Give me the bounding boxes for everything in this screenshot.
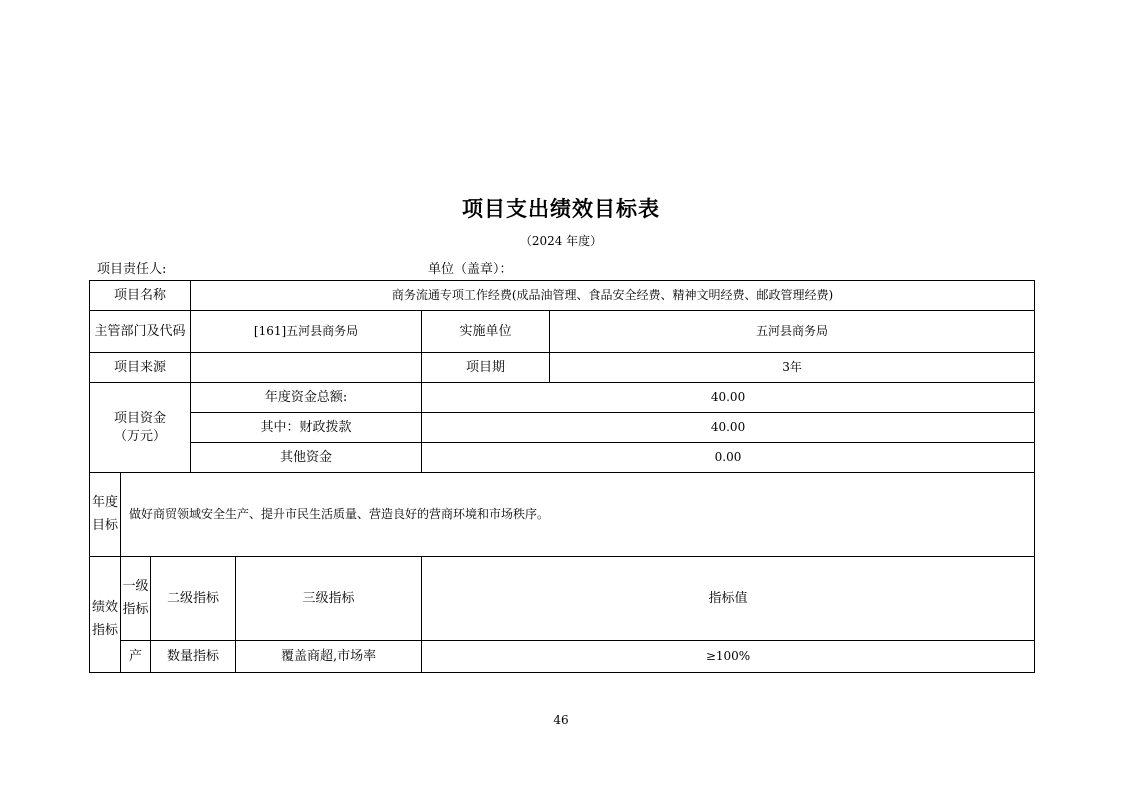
row-level2: 数量指标 [151,641,236,673]
period-value: 3年 [550,353,1035,383]
project-name-label: 项目名称 [90,281,191,311]
source-value [191,353,422,383]
dept-value: [161]五河县商务局 [191,311,422,353]
fiscal-label: 其中：财政拨款 [191,413,422,443]
annual-total-value: 40.00 [422,383,1035,413]
project-name-value: 商务流通专项工作经费(成品油管理、食品安全经费、精神文明经费、邮政管理经费) [191,281,1035,311]
project-name-row [90,281,1035,311]
row-level3: 覆盖商超,市场率 [236,641,422,673]
dept-label: 主管部门及代码 [90,311,191,353]
page-title: 项目支出绩效目标表 [462,197,660,221]
row-level1: 产 [121,641,151,673]
level2-header: 二级指标 [151,557,236,641]
page-number: 46 [553,713,569,727]
level1-header: 一级指标 [121,557,151,641]
funds-label: 项目资金（万元） [90,383,191,473]
fiscal-value: 40.00 [422,413,1035,443]
row-value: ≥100% [422,641,1035,673]
annual-goal-label: 年度目标 [90,473,121,557]
table-row [90,641,1035,673]
annual-total-label: 年度资金总额: [191,383,422,413]
indicator-header-row [90,557,1035,641]
annual-goal-row [90,473,1035,557]
impl-unit-value: 五河县商务局 [550,311,1035,353]
source-label: 项目来源 [90,353,191,383]
other-funds-label: 其他资金 [191,443,422,473]
level3-header: 三级指标 [236,557,422,641]
department-row [90,311,1035,353]
performance-table [89,280,1035,673]
other-funds-row [90,443,1035,473]
annual-goal-text: 做好商贸领域安全生产、提升市民生活质量、营造良好的营商环境和市场秩序。 [121,473,1035,557]
unit-seal-label: 单位（盖章）： [428,262,513,277]
annual-total-row [90,383,1035,413]
period-label: 项目期 [422,353,550,383]
responsible-label: 项目责任人: [97,262,167,277]
other-funds-value: 0.00 [422,443,1035,473]
year-subtitle: （2024 年度） [519,234,603,248]
impl-unit-label: 实施单位 [422,311,550,353]
source-row [90,353,1035,383]
perf-indicator-label: 绩效指标 [90,557,121,673]
fiscal-row [90,413,1035,443]
value-header: 指标值 [422,557,1035,641]
